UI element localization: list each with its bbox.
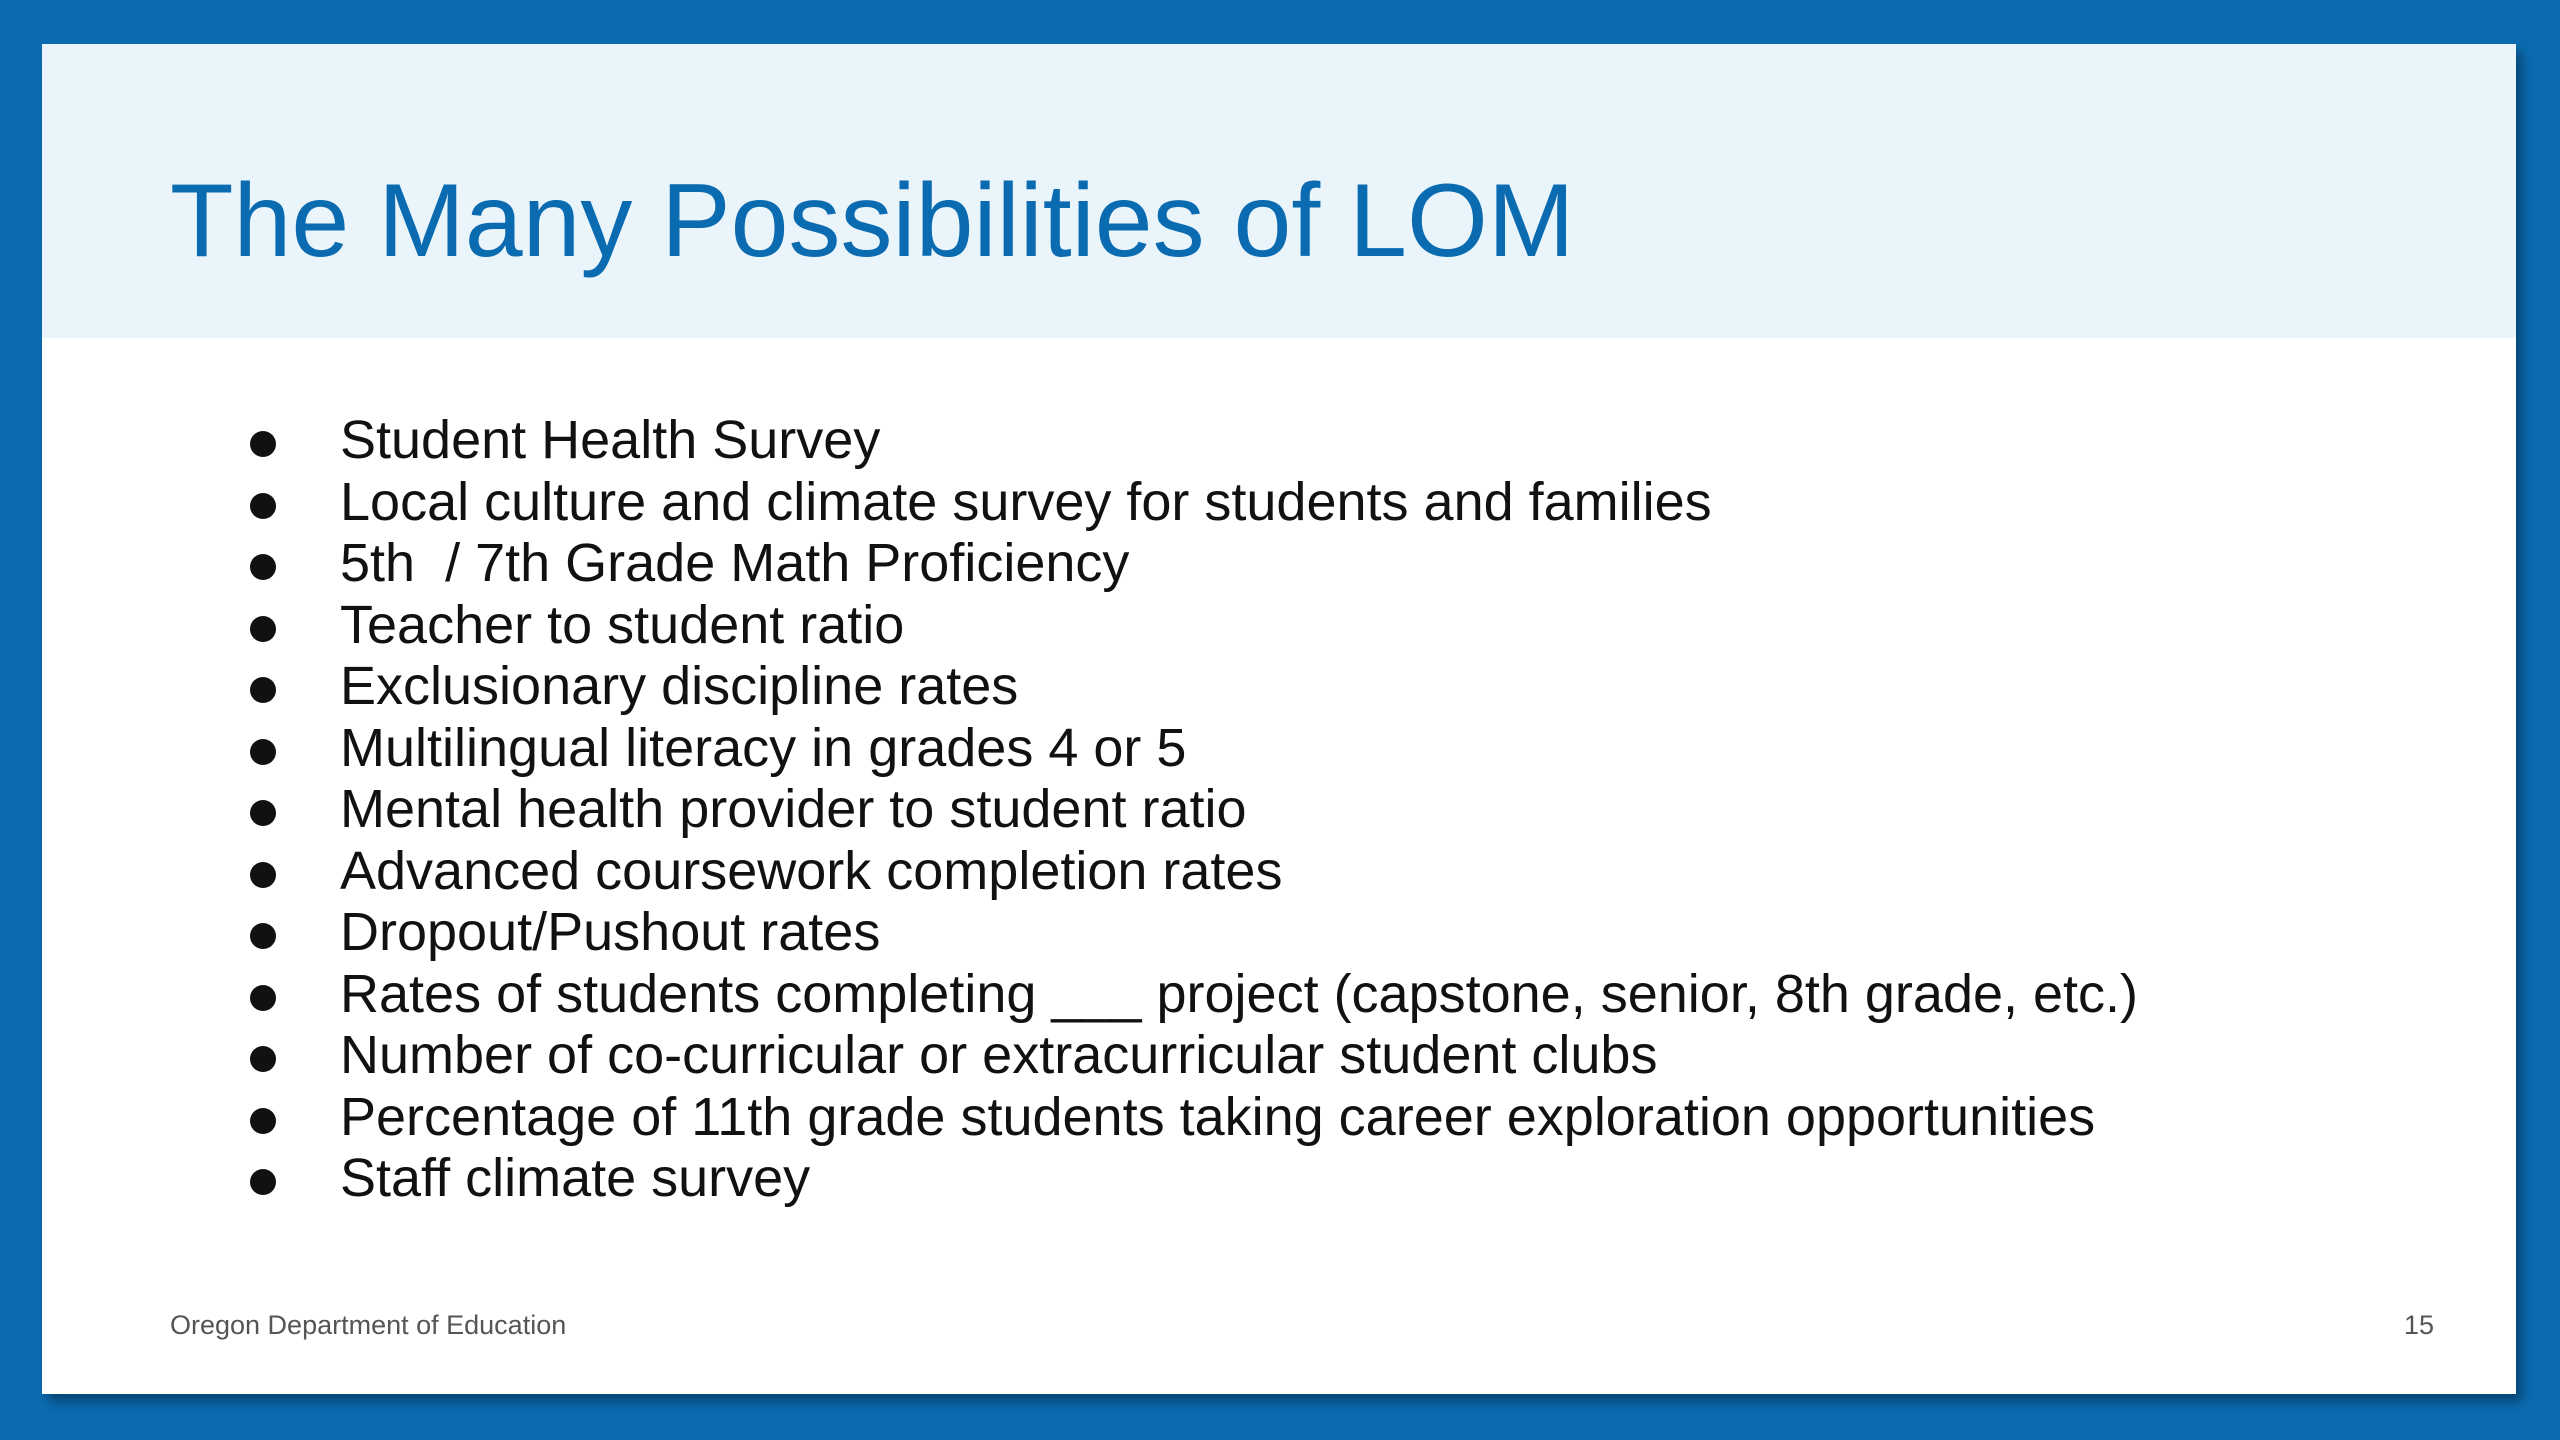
bullet-text: Multilingual literacy in grades 4 or 5 xyxy=(340,717,1187,778)
bullet-text: Rates of students completing ___ project (capstone, senior, 8th grade, etc.) xyxy=(340,963,2139,1024)
bullet-text: Local culture and climate survey for students and families xyxy=(340,471,1712,532)
bullet-text: Dropout/Pushout rates xyxy=(340,902,881,962)
bullet-text: Student Health Survey xyxy=(340,410,881,470)
bullet-text: Number of co-curricular or extracurricular student clubs xyxy=(340,1025,1658,1085)
bullet-text: Teacher to student ratio xyxy=(340,594,905,655)
bullet-text: Exclusionary discipline rates xyxy=(340,656,1019,716)
bullet-icon xyxy=(250,493,276,519)
slide-title: The Many Possibilities of LOM xyxy=(170,163,1575,279)
bullet-icon xyxy=(250,616,276,642)
bullet-icon xyxy=(250,1108,276,1134)
bullet-text: Mental health provider to student ratio xyxy=(340,779,1247,839)
bullet-icon xyxy=(250,1046,276,1072)
bullet-text: Staff climate survey xyxy=(340,1148,811,1208)
bullet-icon xyxy=(250,800,276,826)
bullet-icon xyxy=(250,677,276,703)
footer-organization: Oregon Department of Education xyxy=(170,1310,567,1340)
bullet-icon xyxy=(250,554,276,580)
page-number: 15 xyxy=(2403,1310,2434,1340)
bullet-icon xyxy=(250,1169,276,1195)
bullet-icon xyxy=(250,862,276,888)
bullet-icon xyxy=(250,431,276,457)
bullet-icon xyxy=(250,923,276,949)
bullet-icon xyxy=(250,985,276,1011)
bullet-text: Advanced coursework completion rates xyxy=(340,840,1283,901)
bullet-icon xyxy=(250,739,276,765)
bullet-text: 5th / 7th Grade Math Proficiency xyxy=(340,533,1130,593)
bullet-text: Percentage of 11th grade students taking career exploration opportunities xyxy=(340,1086,2096,1147)
slide xyxy=(42,44,2516,1394)
